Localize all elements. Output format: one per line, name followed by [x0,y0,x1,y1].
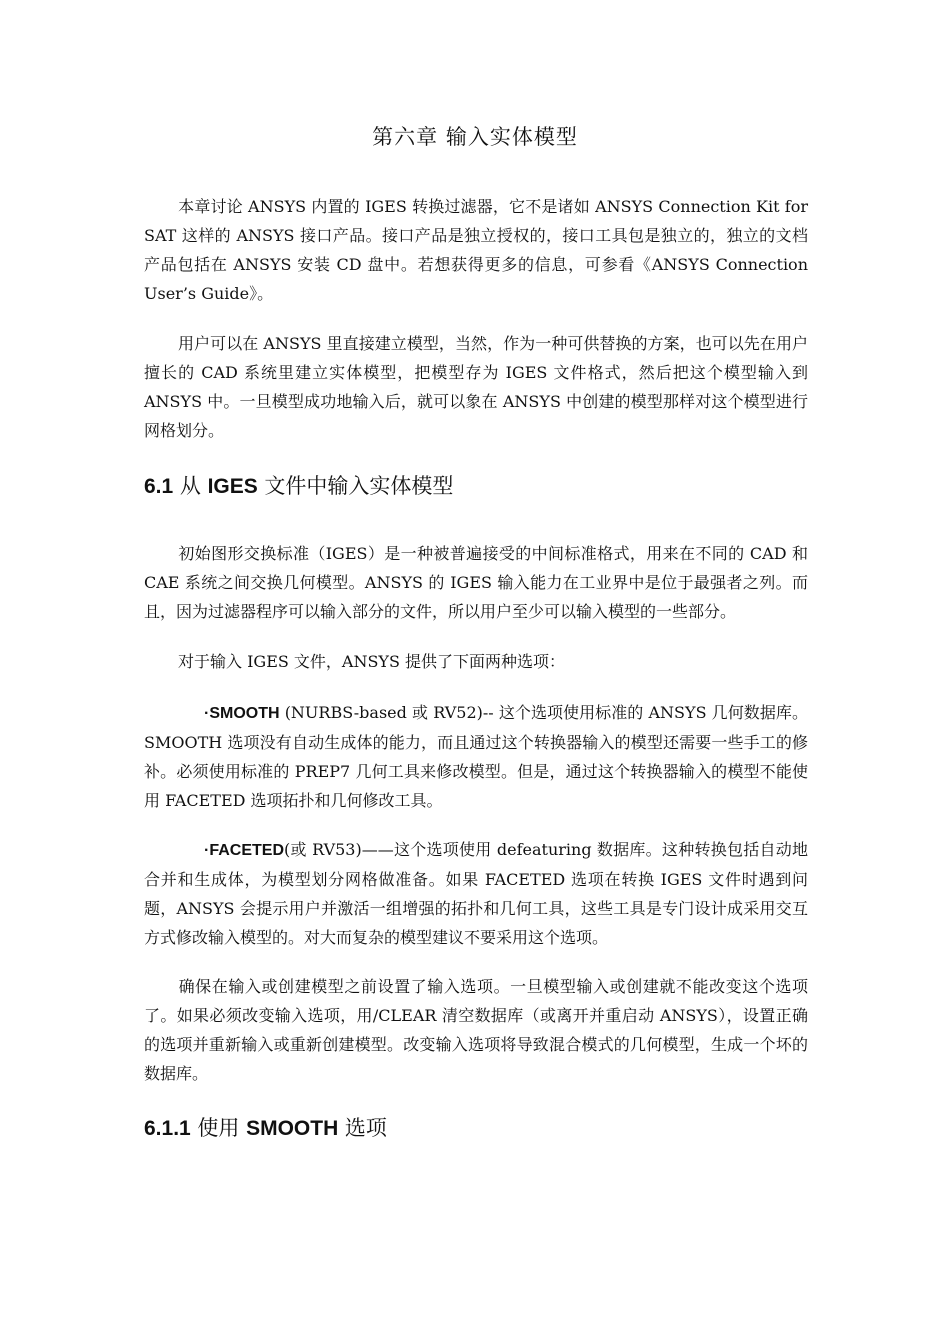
faceted-option-paragraph [144,835,808,952]
subsection-number: 6.1.1 [144,1117,191,1140]
smooth-option-text: (NURBS-based 或 RV52)-- 这个选项使用标准的 ANSYS 几何数据库。SMOOTH 选项没有自动生成体的能力，而且通过这个转换器输入的模型还需要一些手工的修补。必须使用标准的 PREP7 几何工具来修改模型。但是，通过这个转换器输入的模型不能使用 FACETED 选项拓扑和几何修改工具。 [144,703,808,810]
subsection-title-part-a: 使用 [190,1116,247,1140]
subsection-title-part-b: 选项 [338,1116,387,1140]
section-title-part-b: 文件中输入实体模型 [257,474,454,498]
section-paragraph-2 [144,647,808,676]
subsection-heading-6-1-1 [144,1112,387,1142]
faceted-option-label: ·FACETED [204,842,284,859]
subsection-title-bold: SMOOTH [246,1117,339,1140]
section-title-part-a: 从 [173,474,208,498]
intro-paragraph-2 [144,329,808,445]
chapter-title: 第六章 输入实体模型 [372,125,578,149]
section-paragraph-3-text: 确保在输入或创建模型之前设置了输入选项。一旦模型输入或创建就不能改变这个选项了。如果必须改变输入选项，用/CLEAR 清空数据库（或离开并重启动 ANSYS），设置正确的选项并重新输入或重新创建模型。改变输入选项将导致混合模式的几何模型，生成一个坏的数据库。 [144,977,808,1083]
section-paragraph-1 [144,539,808,626]
intro-paragraph-1-text: 本章讨论 ANSYS 内置的 IGES 转换过滤器，它不是诸如 ANSYS Connection Kit for SAT 这样的 ANSYS 接口产品。接口产品是独立授权的，接口工具包是独立的，独立的文档产品包括在 ANSYS 安装 CD 盘中。若想获得更多的信息，可参看《ANSYS Connection User’s Guide》。 [144,197,808,303]
section-paragraph-1-text: 初始图形交换标准（IGES）是一种被普遍接受的中间标准格式，用来在不同的 CAD 和 CAE 系统之间交换几何模型。ANSYS 的 IGES 输入能力在工业界中是位于最强者之列。而且，因为过滤器程序可以输入部分的文件，所以用户至少可以输入模型的一些部分。 [144,544,808,621]
section-paragraph-2-text: 对于输入 IGES 文件，ANSYS 提供了下面两种选项： [178,652,566,671]
intro-paragraph-1 [144,192,808,308]
section-heading-6-1 [144,470,453,500]
intro-paragraph-2-text: 用户可以在 ANSYS 里直接建立模型，当然，作为一种可供替换的方案，也可以先在用户擅长的 CAD 系统里建立实体模型，把模型存为 IGES 文件格式，然后把这个模型输入到 ANSYS 中。一旦模型成功地输入后，就可以象在 ANSYS 中创建的模型那样对这个模型进行网格划分。 [144,334,808,440]
section-number: 6.1 [144,475,174,498]
faceted-option-text: (或 RV53)——这个选项使用 defeaturing 数据库。这种转换包括自动地合并和生成体，为模型划分网格做准备。如果 FACETED 选项在转换 IGES 文件时遇到问题，ANSYS 会提示用户并激活一组增强的拓扑和几何工具，这些工具是专门设计成采用交互方式修改输入模型的。对大而复杂的模型建议不要采用这个选项。 [144,840,808,947]
section-paragraph-3 [144,972,808,1088]
smooth-option-paragraph [144,698,808,815]
smooth-option-label: ·SMOOTH [204,705,280,722]
section-title-bold: IGES [207,475,258,498]
